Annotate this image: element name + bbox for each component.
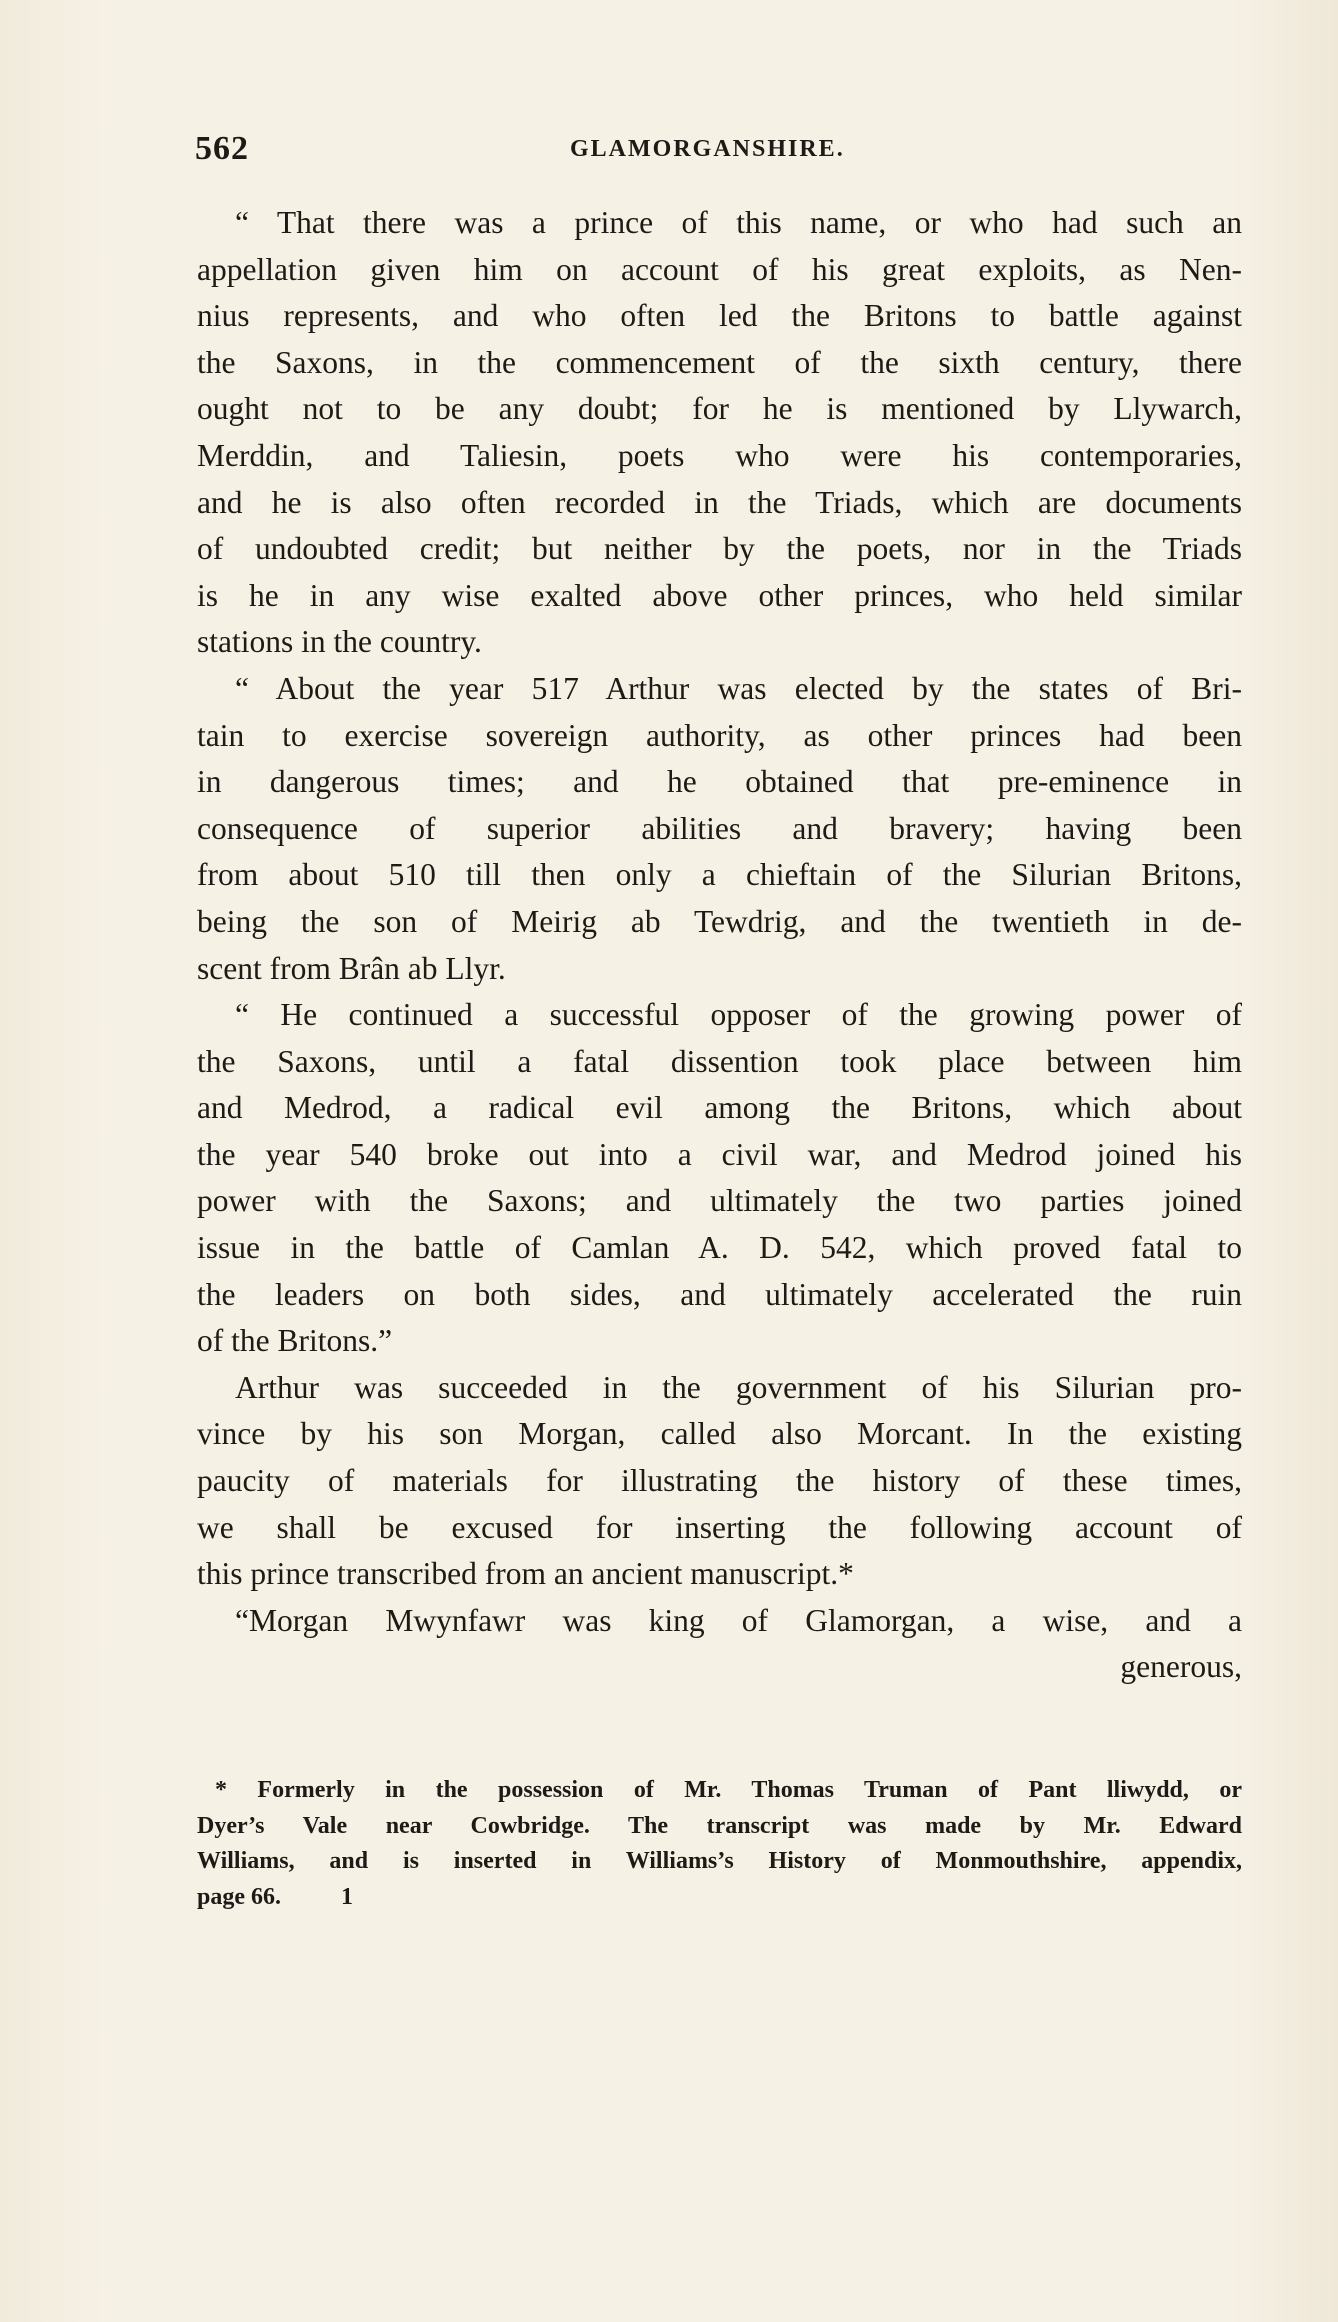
page-header [195,130,1235,170]
text-line: consequence of superior abilities and bravery; having been [197,810,1242,846]
text-line: this prince transcribed from an ancient manuscript.* [197,1556,854,1592]
text-line: “Morgan Mwynfawr was king of Glamorgan, a wise, and a [235,1602,1242,1638]
text-line: ought not to be any doubt; for he is mentioned by Llywarch, [197,391,1242,427]
text-line: Merddin, and Taliesin, poets who were his contemporaries, [197,437,1242,473]
running-head: GLAMORGANSHIRE. [570,136,845,162]
text-line: the Saxons, in the commencement of the sixth century, there [197,344,1242,380]
footnote-line: Williams, and is inserted in Williams’s History of Monmouthshire, appendix, [197,1848,1242,1874]
catchword: generous, [1120,1649,1242,1685]
text-line: Arthur was succeeded in the government of his Silurian pro- [235,1369,1242,1405]
text-line: the Saxons, until a fatal dissention took place between him [197,1043,1242,1079]
footnote-line: Dyer’s Vale near Cowbridge. The transcript was made by Mr. Edward [197,1812,1242,1839]
footnote-line: * Formerly in the possession of Mr. Thomas Truman of Pant lliwydd, or [215,1777,1242,1803]
text-line: “ He continued a successful opposer of the growing power of [235,997,1242,1033]
text-line: tain to exercise sovereign authority, as other princes had been [197,717,1242,753]
text-line: being the son of Meirig ab Tewdrig, and the twentieth in de- [197,903,1242,939]
text-line: the year 540 broke out into a civil war, and Medrod joined his [197,1136,1242,1172]
text-line: nius represents, and who often led the Britons to battle against [197,298,1242,334]
text-line: “ That there was a prince of this name, or who had such an [235,205,1242,240]
text-line: the leaders on both sides, and ultimately accelerated the ruin [197,1276,1242,1312]
text-line: is he in any wise exalted above other princes, who held similar [197,577,1242,613]
text-line: we shall be excused for inserting the following account of [197,1509,1242,1545]
footnote-line: page 66. 1 [197,1883,353,1910]
page-number: 562 [195,130,249,167]
text-line: vince by his son Morgan, called also Morcant. In the existing [197,1416,1242,1452]
text-line: paucity of materials for illustrating the history of these times, [197,1463,1242,1499]
text-line: appellation given him on account of his great exploits, as Nen- [197,251,1242,287]
text-line: “ About the year 517 Arthur was elected by the states of Bri- [235,670,1242,706]
text-line: scent from Brân ab Llyr. [197,950,506,986]
footnote [197,1773,1242,1915]
text-line: in dangerous times; and he obtained that pre-eminence in [197,764,1242,800]
text-line: and Medrod, a radical evil among the Britons, which about [197,1090,1242,1126]
text-line: and he is also often recorded in the Triads, which are documents [197,484,1242,520]
body-text [197,200,1242,1691]
text-line: power with the Saxons; and ultimately the two parties joined [197,1183,1242,1219]
text-line: stations in the country. [197,624,482,660]
text-line: of the Britons.” [197,1323,393,1359]
text-line: of undoubted credit; but neither by the poets, nor in the Triads [197,531,1242,567]
text-line: issue in the battle of Camlan A. D. 542, which proved fatal to [197,1230,1242,1266]
text-line: from about 510 till then only a chieftain of the Silurian Britons, [197,857,1242,893]
